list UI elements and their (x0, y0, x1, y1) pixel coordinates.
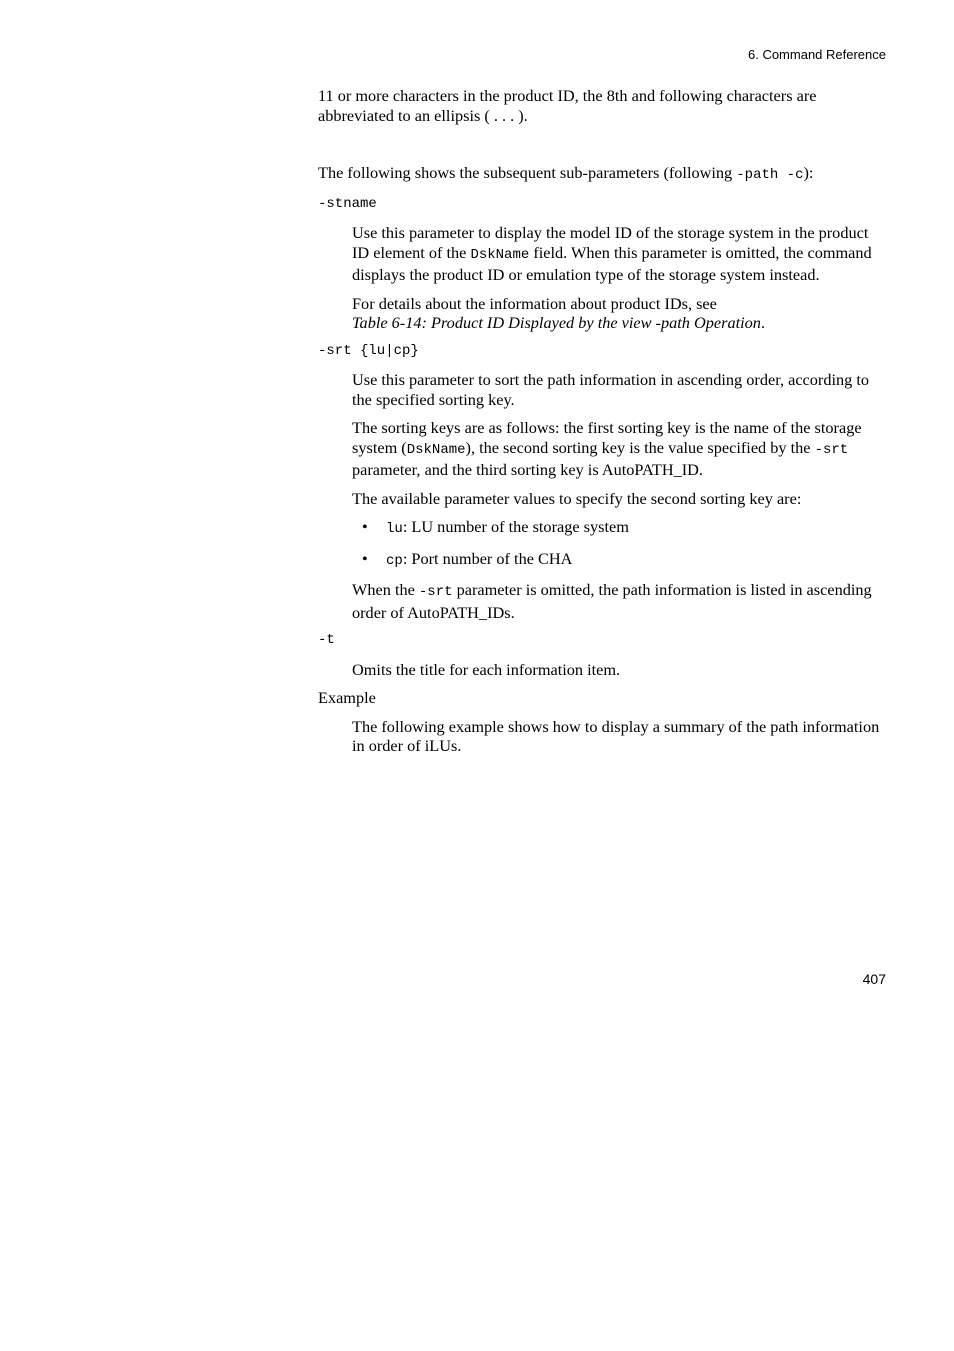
stname-reference: For details about the information about product IDs, see Table 6-14: Product ID Displayed by the view -path Operation. (352, 293, 766, 332)
example-desc: The following example shows how to display a summary of the path information in order of iLUs. (352, 716, 880, 755)
t-desc: Omits the title for each information item. (352, 659, 621, 679)
inline-code: lu (386, 521, 403, 537)
intro-paragraph: 11 or more characters in the product ID, the 8th and following characters are abbreviated to an ellipsis ( . . . ). (318, 86, 817, 125)
page-body (318, 86, 886, 756)
param-name-srt: -srt {lu|cp} (318, 342, 419, 359)
bullet-icon: • (362, 517, 368, 536)
inline-code: -srt (814, 441, 849, 458)
srt-values-intro: The available parameter values to specify the second sorting key are: (352, 488, 802, 508)
inline-code: -srt (418, 584, 453, 600)
table-reference-link[interactable]: Table 6-14: Product ID Displayed by the view -path Operation (352, 313, 761, 332)
bullet-icon: • (362, 548, 368, 568)
srt-sorting-keys: The sorting keys are as follows: the first sorting key is the name of the storage system (DskName), the second sorting key is the value specified by the -srt parameter, and the third sorting key is AutoPATH_ID. (352, 418, 862, 479)
example-heading: Example (318, 688, 376, 707)
list-item: • lu: LU number of the storage system (362, 517, 629, 537)
srt-values-list (352, 517, 886, 571)
param-name-stname: -stname (318, 195, 377, 212)
inline-code: DskName (406, 441, 466, 458)
srt-omitted-note: When the -srt parameter is omitted, the path information is listed in ascending order of AutoPATH_IDs. (352, 580, 872, 622)
stname-desc: Use this parameter to display the model ID of the storage system in the product ID element of the DskName field. When this parameter is omitted, the command displays the product ID or emulation type of the storage system instead. (352, 223, 872, 284)
inline-code: -path -c (736, 167, 804, 183)
srt-desc: Use this parameter to sort the path information in ascending order, according to the specified sorting key. (352, 370, 870, 409)
page-number: 407 (862, 971, 886, 987)
running-header: 6. Command Reference (747, 47, 886, 62)
subparams-intro: The following shows the subsequent sub-parameters (following -path -c): (318, 163, 814, 183)
inline-code: cp (386, 552, 403, 569)
param-name-t: -t (318, 632, 335, 648)
inline-code: DskName (470, 246, 530, 263)
list-item: • cp: Port number of the CHA (362, 548, 573, 569)
